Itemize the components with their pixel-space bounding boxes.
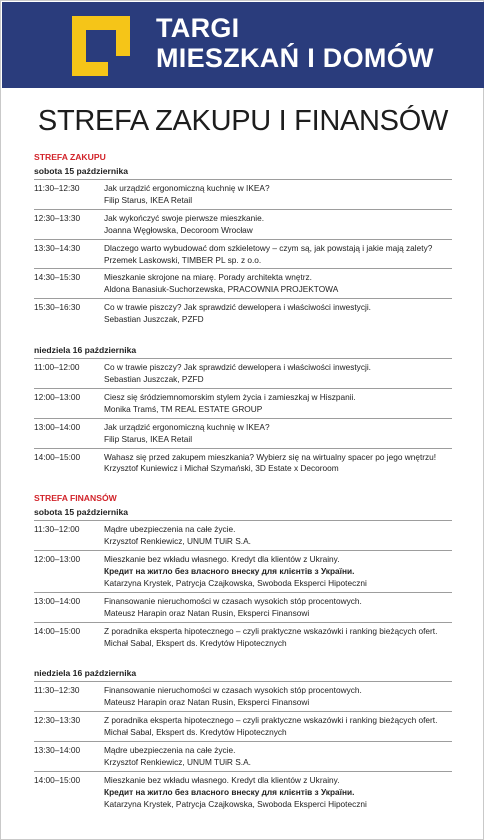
session-time: 11:30–12:30 xyxy=(34,183,80,193)
section-label: STREFA ZAKUPU xyxy=(34,152,106,162)
session-time: 11:30–12:00 xyxy=(34,524,80,535)
session-time: 12:30–13:30 xyxy=(34,212,81,223)
session-row xyxy=(34,419,452,449)
day-block xyxy=(34,505,452,651)
session-line: Co w trawie piszczy? Jak sprawdzić dewelopera i właściwości inwestycji. xyxy=(104,302,371,313)
session-line: Mateusz Harapin oraz Natan Rusin, Eksperci Finansowi xyxy=(104,607,310,618)
logo-wordmark xyxy=(156,13,434,73)
section-label: STREFA FINANSÓW xyxy=(34,493,117,504)
session-time: 14:00–15:00 xyxy=(34,451,81,462)
session-row xyxy=(34,389,452,419)
session-time: 14:00–15:00 xyxy=(34,625,81,636)
session-line: Sebastian Juszczak, PZFD xyxy=(104,373,204,384)
session-line: Przemek Laskowski, TIMBER PL sp. z o.o. xyxy=(104,254,262,265)
header-banner xyxy=(2,2,484,88)
session-time: 12:00–13:00 xyxy=(34,391,81,402)
session-line: Krzysztof Renkiewicz, UNUM TUiR S.A. xyxy=(104,757,251,767)
session-details xyxy=(104,302,452,326)
session-line: Finansowanie nieruchomości w czasach wysokich stóp procentowych. xyxy=(104,595,362,606)
schedule-content xyxy=(34,151,452,828)
session-time: 11:30–12:30 xyxy=(34,685,80,696)
session-details xyxy=(104,422,452,446)
session-row xyxy=(34,772,452,813)
session-time: 11:00–12:00 xyxy=(34,362,80,373)
session-line: Filip Starus, IKEA Retail xyxy=(104,194,193,205)
schedule-section xyxy=(34,151,452,477)
session-row xyxy=(34,269,452,299)
session-details xyxy=(104,626,452,650)
session-line: Z poradnika eksperta hipotecznego – czyli praktyczne wskazówki i ranking bieżących ofert. xyxy=(104,625,438,636)
session-row xyxy=(34,593,452,623)
session-line: Jak wykończyć swoje pierwsze mieszkanie. xyxy=(104,212,264,223)
day-title: sobota 15 października xyxy=(34,505,452,521)
session-line: Mieszkanie bez wkładu własnego. Kredyt dla klientów z Ukrainy. xyxy=(104,774,340,785)
day-block xyxy=(34,666,452,812)
session-details xyxy=(104,685,452,709)
session-details xyxy=(104,775,452,811)
session-time: 12:00–13:00 xyxy=(34,554,81,565)
session-line: Michał Sabal, Ekspert ds. Kredytów Hipotecznych xyxy=(104,637,287,648)
session-line: Katarzyna Krystek, Patrycja Czajkowska, Swoboda Eksperci Hipoteczni xyxy=(104,577,367,588)
session-time: 15:30–16:30 xyxy=(34,302,81,313)
session-details xyxy=(104,272,452,296)
session-details xyxy=(104,745,452,769)
session-row xyxy=(34,359,452,389)
day-title: niedziela 16 października xyxy=(34,666,452,682)
session-line: Z poradnika eksperta hipotecznego – czyli praktyczne wskazówki i ranking bieżących ofert. xyxy=(104,715,438,726)
session-details xyxy=(104,715,452,739)
day-block xyxy=(34,343,452,477)
day-title: sobota 15 października xyxy=(34,164,452,180)
session-details xyxy=(104,524,452,548)
session-row xyxy=(34,521,452,551)
session-row xyxy=(34,742,452,772)
session-line: Michał Sabal, Ekspert ds. Kredytów Hipotecznych xyxy=(104,727,287,738)
session-line: Ciesz się śródziemnomorskim stylem życia i zamieszkaj w Hiszpanii. xyxy=(104,391,356,402)
session-details xyxy=(104,554,452,590)
session-line: Finansowanie nieruchomości w czasach wysokich stóp procentowych. xyxy=(104,685,362,696)
session-line: Sebastian Juszczak, PZFD xyxy=(104,314,204,325)
session-row xyxy=(34,712,452,742)
session-details xyxy=(104,243,452,267)
session-details xyxy=(104,362,452,386)
session-line: Krzysztof Renkiewicz, UNUM TUiR S.A. xyxy=(104,536,251,547)
session-time: 13:00–14:00 xyxy=(34,421,81,432)
session-row xyxy=(34,623,452,652)
session-row xyxy=(34,449,452,478)
session-line: Wahasz się przed zakupem mieszkania? Wybierz się na wirtualny spacer po jego wnętrzu! xyxy=(104,451,437,462)
logo-line-1: TARGI xyxy=(156,13,240,43)
session-row xyxy=(34,682,452,712)
session-row xyxy=(34,240,452,270)
session-time: 14:00–15:00 xyxy=(34,774,81,785)
session-row xyxy=(34,551,452,593)
session-time: 13:30–14:30 xyxy=(34,242,81,253)
session-line: Mądre ubezpieczenia na całe życie. xyxy=(104,524,236,535)
session-line: Mieszkanie bez wkładu własnego. Kredyt dla klientów z Ukrainy. xyxy=(104,554,340,565)
session-details xyxy=(104,596,452,620)
session-time: 13:00–14:00 xyxy=(34,595,81,606)
session-details xyxy=(104,183,452,207)
session-row xyxy=(34,210,452,240)
day-block xyxy=(34,164,452,328)
session-line: Jak urządzić ergonomiczną kuchnię w IKEA? xyxy=(104,421,270,432)
session-line: Aldona Banasiuk-Suchorzewska, PRACOWNIA PROJEKTOWA xyxy=(104,284,339,295)
session-line: Joanna Węgłowska, Decoroom Wrocław xyxy=(104,224,253,235)
session-details xyxy=(104,392,452,416)
session-time: 14:30–15:30 xyxy=(34,272,81,283)
session-line: Mądre ubezpieczenia na całe życie. xyxy=(104,745,236,756)
session-line: Katarzyna Krystek, Patrycja Czajkowska, Swoboda Eksperci Hipoteczni xyxy=(104,798,367,809)
session-line: Monika Tramś, TM REAL ESTATE GROUP xyxy=(104,403,263,414)
logo-icon xyxy=(72,16,130,76)
session-details xyxy=(104,213,452,237)
session-line: Mateusz Harapin oraz Natan Rusin, Eksperci Finansowi xyxy=(104,697,310,708)
session-line: Co w trawie piszczy? Jak sprawdzić dewelopera i właściwości inwestycji. xyxy=(104,362,371,373)
session-line: Кредит на житло без власного внеску для клієнтів з України. xyxy=(104,786,355,797)
session-time: 12:30–13:30 xyxy=(34,715,81,726)
schedule-section xyxy=(34,492,452,812)
session-details xyxy=(104,452,452,476)
page-title: STREFA ZAKUPU I FINANSÓW xyxy=(37,105,449,137)
session-line: Filip Starus, IKEA Retail xyxy=(104,433,193,444)
session-row xyxy=(34,180,452,210)
logo-line-2: MIESZKAŃ I DOMÓW xyxy=(156,43,434,73)
session-line: Krzysztof Kuniewicz i Michał Szymański, 3D Estate x Decoroom xyxy=(104,463,339,474)
session-line: Mieszkanie skrojone na miarę. Porady architekta wnętrz. xyxy=(104,272,312,283)
session-line: Jak urządzić ergonomiczną kuchnię w IKEA? xyxy=(104,183,270,193)
session-row xyxy=(34,299,452,328)
session-line: Кредит на житло без власного внеску для клієнтів з України. xyxy=(104,566,355,577)
day-title: niedziela 16 października xyxy=(34,343,452,359)
session-time: 13:30–14:00 xyxy=(34,745,81,756)
session-line: Dlaczego warto wybudować dom szkieletowy – czym są, jak powstają i jakie mają zalety? xyxy=(104,242,433,253)
